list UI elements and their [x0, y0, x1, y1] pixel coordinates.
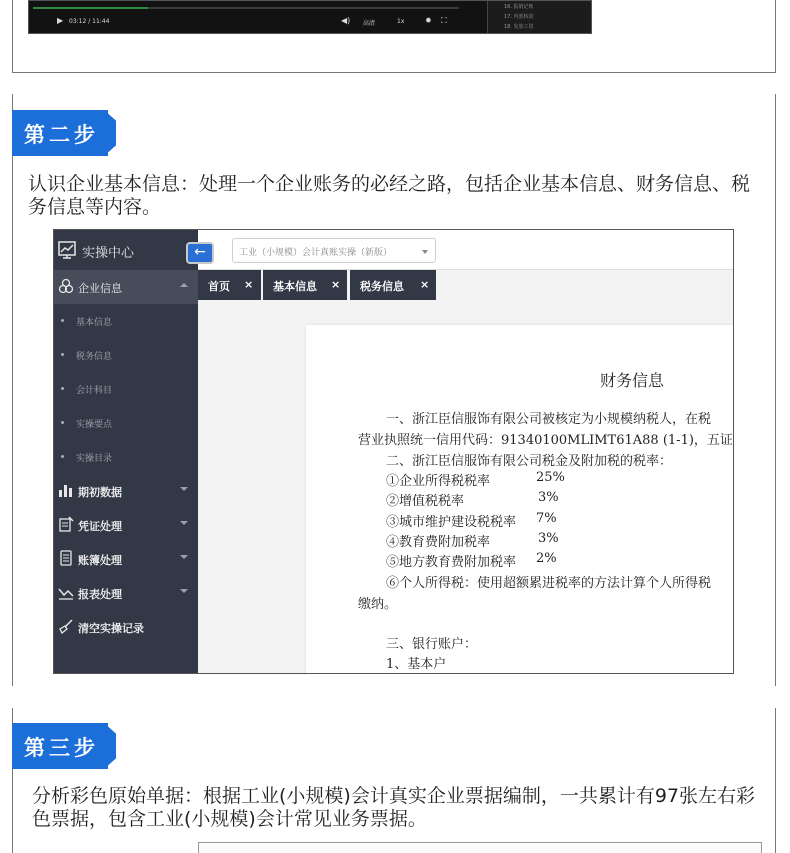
document-line: 营业执照统一信用代码：91340100MLIMT61A88 (1-1)，五证 — [358, 433, 733, 448]
sidebar-sub-key-points[interactable]: 实操要点 — [54, 406, 198, 440]
step3-badge-label: 第三步 — [24, 736, 99, 760]
video-time: 03:12 / 11:44 — [69, 18, 110, 25]
tab-basic-info[interactable]: 基本信息 × — [263, 270, 347, 300]
content-area — [198, 300, 733, 673]
fullscreen-icon[interactable]: ⛶ — [441, 16, 447, 25]
rate-name: ④教育费附加税率 — [386, 535, 491, 550]
rate-value: 2% — [536, 551, 557, 566]
step2-badge-label: 第二步 — [24, 123, 99, 147]
company-icon — [58, 278, 74, 294]
voucher-edit-icon — [58, 516, 74, 532]
document-line: 二、浙江臣信服饰有限公司税金及附加税的税率： — [386, 454, 673, 469]
rate-name: ③城市维护建设税税率 — [386, 515, 517, 530]
tab-home[interactable]: 首页 × — [198, 270, 261, 300]
course-select-value: 工业（小规模）会计真账实操（新版） — [239, 248, 393, 258]
close-icon[interactable]: × — [244, 278, 254, 291]
broom-icon — [58, 618, 74, 634]
rate-value: 3% — [538, 531, 559, 546]
document-line: 1、基本户 — [386, 657, 447, 672]
sidebar-sub-basic-info[interactable]: 基本信息 — [54, 304, 198, 338]
volume-icon[interactable]: ◀) — [341, 16, 351, 25]
sidebar-title: 实操中心 — [82, 246, 135, 261]
ledger-icon — [58, 550, 74, 566]
rate-name: ①企业所得税税率 — [386, 474, 491, 489]
bar-chart-icon — [58, 482, 74, 498]
sidebar-item-vouchers[interactable]: 凭证处理 — [54, 508, 198, 542]
quality-button[interactable]: 高清 — [363, 20, 376, 27]
chevron-down-icon — [422, 250, 428, 254]
sidebar-item-clear-records[interactable]: 清空实操记录 — [54, 610, 198, 644]
sidebar-collapse-button[interactable]: ← — [186, 242, 214, 264]
chart-board-icon — [57, 240, 77, 260]
receipt-preview — [198, 842, 762, 853]
document-line: ⑥个人所得税：使用超额累进税率的方法计算个人所得税 — [386, 576, 712, 591]
close-icon[interactable]: × — [331, 278, 341, 291]
sidebar-item-reports[interactable]: 报表处理 — [54, 576, 198, 610]
speed-button[interactable]: 1x — [397, 18, 405, 25]
gear-icon[interactable]: ✹ — [425, 16, 432, 25]
rate-name: ②增值税税率 — [386, 494, 465, 509]
sidebar-sub-catalog[interactable]: 实操目录 — [54, 440, 198, 474]
playlist-item[interactable]: 18. 发放工资 — [504, 24, 534, 30]
playlist-item[interactable]: 17. 内部转款 — [504, 14, 534, 20]
sidebar-sub-accounts[interactable]: 会计科目 — [54, 372, 198, 406]
rate-value: 25% — [536, 470, 565, 485]
practice-app-window — [53, 229, 734, 674]
trend-line-icon — [58, 584, 74, 600]
video-playlist — [487, 1, 591, 33]
playlist-item[interactable]: 16. 报销记账 — [504, 4, 534, 10]
rate-name: ⑤地方教育费附加税率 — [386, 555, 517, 570]
video-progress-fill — [33, 7, 148, 9]
document-title: 财务信息 — [600, 371, 665, 390]
sidebar-item-opening-data[interactable]: 期初数据 — [54, 474, 198, 508]
document-line: 三、银行账户： — [386, 637, 478, 652]
close-icon[interactable]: × — [420, 278, 430, 291]
document-page — [306, 325, 734, 674]
sidebar — [54, 230, 198, 673]
video-progress-bar[interactable] — [33, 7, 459, 9]
tab-tax-info[interactable]: 税务信息 × — [350, 270, 436, 300]
chevron-down-icon — [180, 487, 188, 491]
rate-value: 3% — [538, 490, 559, 505]
rate-value: 7% — [536, 511, 557, 526]
app-topbar — [198, 230, 733, 270]
sidebar-header — [54, 230, 198, 270]
step2-description: 认识企业基本信息：处理一个企业账务的必经之路，包括企业基本信息、财务信息、税务信息等内容。 — [28, 173, 751, 218]
chevron-down-icon — [180, 589, 188, 593]
video-player[interactable] — [28, 0, 592, 34]
step3-description: 分析彩色原始单据：根据工业(小规模)会计真实企业票据编制，一共累计有97张左右彩色票据，包含工业(小规模)会计常见业务票据。 — [32, 785, 756, 830]
tab-bar — [198, 270, 733, 300]
document-line: 一、浙江臣信服饰有限公司被核定为小规模纳税人，在税 — [386, 412, 712, 427]
chevron-down-icon — [180, 555, 188, 559]
chevron-up-icon — [180, 283, 188, 287]
document-line: 缴纳。 — [358, 597, 398, 612]
sidebar-item-ledgers[interactable]: 账簿处理 — [54, 542, 198, 576]
chevron-down-icon — [180, 521, 188, 525]
sidebar-item-company-info[interactable]: 企业信息 — [54, 270, 198, 304]
play-icon[interactable]: ▶ — [57, 16, 64, 25]
course-select[interactable] — [232, 238, 436, 263]
video-controls — [29, 15, 459, 31]
sidebar-sub-tax-info[interactable]: 税务信息 — [54, 338, 198, 372]
